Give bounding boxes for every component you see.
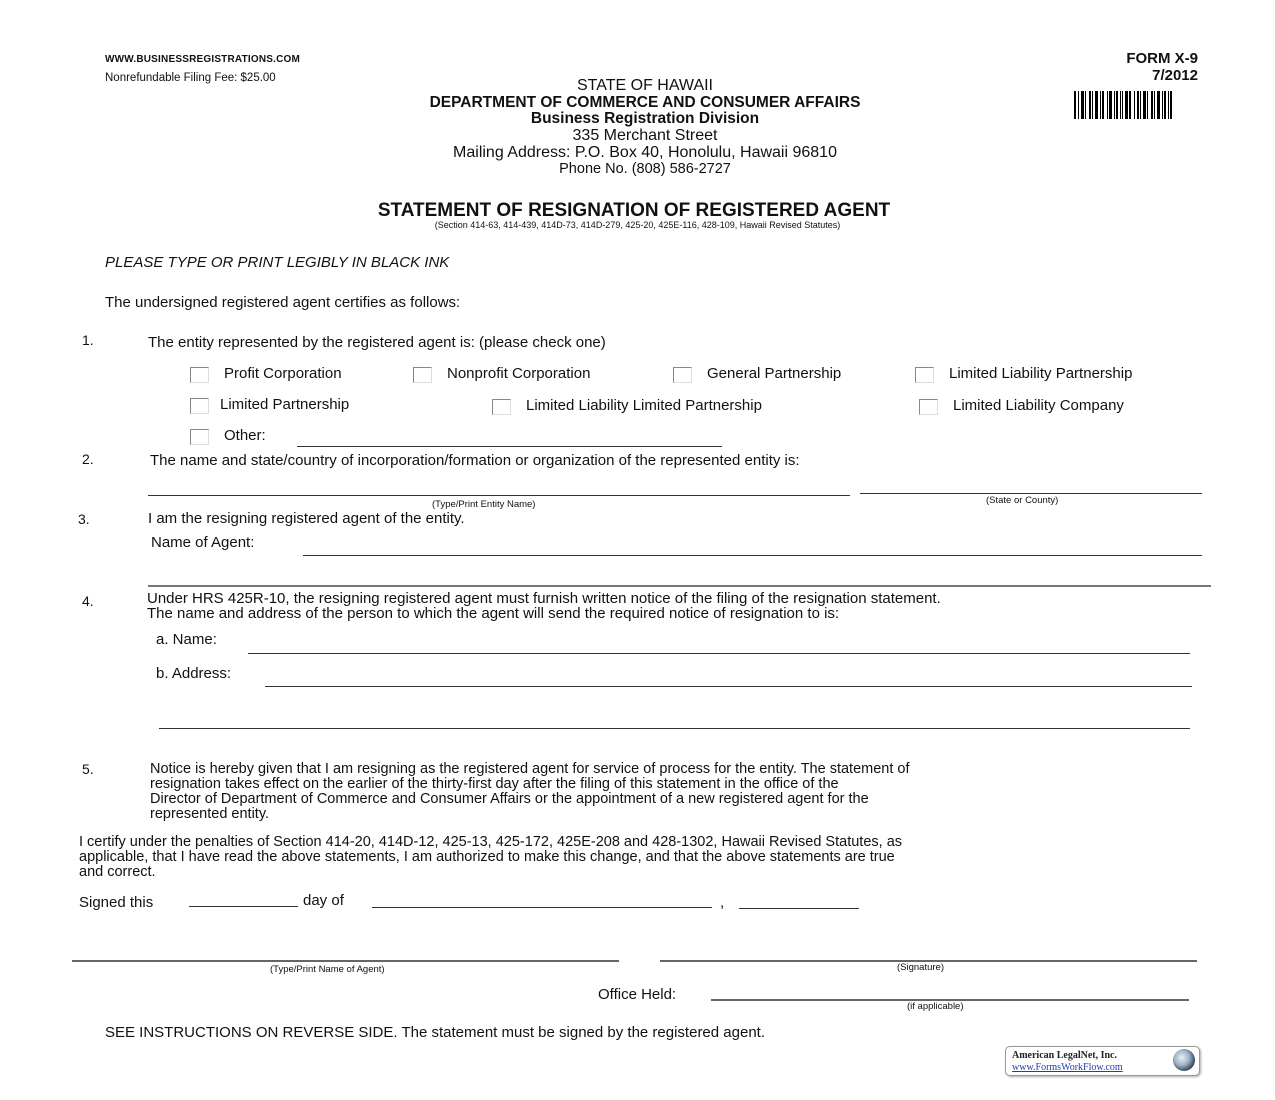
signature-caption: (Signature) — [897, 962, 944, 973]
signed-month-input[interactable] — [372, 907, 712, 908]
state-caption: (State or County) — [986, 495, 1059, 506]
badge-url-link[interactable]: www.FormsWorkFlow.com — [1012, 1062, 1123, 1073]
option-label: General Partnership — [707, 365, 842, 382]
entity-name-caption: (Type/Print Entity Name) — [432, 499, 536, 510]
signed-year-input[interactable] — [739, 908, 859, 909]
checkbox[interactable] — [673, 367, 692, 383]
section-divider — [148, 585, 1211, 587]
checkbox[interactable] — [190, 398, 209, 414]
certifies-intro: The undersigned registered agent certifies as follows: — [105, 294, 461, 311]
notice-address-input[interactable] — [265, 686, 1192, 687]
section-4-number: 4. — [82, 593, 94, 609]
office-held-caption: (if applicable) — [907, 1001, 964, 1012]
globe-logo-icon — [1173, 1049, 1195, 1071]
option-label: Limited Liability Company — [953, 397, 1124, 414]
section-4-line2: The name and address of the person to which the agent will send the required notice of resignation to is: — [147, 605, 840, 622]
section-2-text: The name and state/country of incorporation/formation or organization of the represented entity is: — [150, 452, 800, 469]
option-label: Profit Corporation — [224, 365, 342, 382]
certification-line: applicable, that I have read the above statements, I am authorized to make this change, and that the above statements are true — [79, 849, 895, 865]
filing-fee: Nonrefundable Filing Fee: $25.00 — [105, 72, 276, 84]
section-5-line: resignation takes effect on the earlier of the thirty-first day after the filing of this statement in the office of the — [150, 776, 839, 792]
agent-print-name-caption: (Type/Print Name of Agent) — [270, 964, 385, 975]
checkbox[interactable] — [919, 399, 938, 415]
signed-this-label: Signed this — [79, 894, 154, 911]
section-2-number: 2. — [82, 451, 94, 467]
checkbox[interactable] — [492, 399, 511, 415]
agent-name-label: Name of Agent: — [151, 534, 255, 551]
section-3-text: I am the resigning registered agent of the entity. — [148, 510, 465, 527]
agent-name-input[interactable] — [303, 555, 1202, 556]
agency-division: Business Registration Division — [530, 110, 760, 127]
section-5-line: Director of Department of Commerce and Consumer Affairs or the appointment of a new registered agent for the — [150, 791, 869, 807]
other-entity-input[interactable] — [297, 446, 722, 447]
agency-phone: Phone No. (808) 586-2727 — [559, 161, 731, 177]
form-statutes: (Section 414-63, 414-439, 414D-73, 414D-279, 425-20, 425E-116, 428-109, Hawaii Revised Statutes) — [434, 220, 841, 230]
badge-company-name: American LegalNet, Inc. — [1012, 1050, 1117, 1061]
entity-name-input[interactable] — [148, 495, 850, 496]
form-date: 7/2012 — [1152, 67, 1198, 84]
notice-address-label: b. Address: — [156, 665, 232, 682]
checkbox[interactable] — [190, 429, 209, 445]
option-label: Limited Partnership — [220, 396, 350, 413]
footer-instructions: SEE INSTRUCTIONS ON REVERSE SIDE. The statement must be signed by the registered agent. — [105, 1024, 765, 1041]
option-label: Nonprofit Corporation — [447, 365, 591, 382]
office-held-label: Office Held: — [598, 986, 677, 1003]
checkbox[interactable] — [413, 367, 432, 383]
notice-name-input[interactable] — [248, 653, 1190, 654]
section-5-line: represented entity. — [150, 806, 270, 822]
section-4-line1: Under HRS 425R-10, the resigning registered agent must furnish written notice of the filing of the resignation statement. — [147, 590, 941, 607]
section-5-number: 5. — [82, 761, 94, 777]
american-legalnet-badge[interactable] — [1005, 1046, 1200, 1076]
section-1-text: The entity represented by the registered agent is: (please check one) — [148, 334, 606, 351]
form-number: FORM X-9 — [1126, 50, 1198, 67]
agency-department: DEPARTMENT OF COMMERCE AND CONSUMER AFFAIRS — [429, 94, 861, 111]
checkbox[interactable] — [915, 367, 934, 383]
section-3-number: 3. — [78, 511, 90, 527]
notice-name-label: a. Name: — [156, 631, 217, 648]
agent-print-name-input[interactable] — [72, 960, 619, 962]
option-label: Limited Liability Limited Partnership — [526, 397, 762, 414]
date-comma: , — [720, 894, 725, 911]
notice-address-input-line2[interactable] — [159, 728, 1190, 729]
section-5-line: Notice is hereby given that I am resigning as the registered agent for service of process for the entity. The statement of — [150, 761, 910, 777]
form-title: STATEMENT OF RESIGNATION OF REGISTERED AGENT — [377, 200, 891, 221]
option-label: Other: — [224, 427, 266, 444]
certification-line: and correct. — [79, 864, 156, 880]
state-input[interactable] — [860, 493, 1202, 494]
signed-day-input[interactable] — [189, 906, 298, 907]
certification-line: I certify under the penalties of Section 414-20, 414D-12, 425-13, 425-172, 425E-208 and 428-1302, Hawaii Revised Statutes, as — [79, 834, 903, 850]
ink-instruction: PLEASE TYPE OR PRINT LEGIBLY IN BLACK INK — [105, 254, 450, 271]
agency-street: 335 Merchant Street — [572, 127, 718, 144]
section-1-number: 1. — [82, 332, 94, 348]
agency-mailing-address: Mailing Address: P.O. Box 40, Honolulu, Hawaii 96810 — [453, 144, 837, 161]
option-label: Limited Liability Partnership — [949, 365, 1133, 382]
website-url: WWW.BUSINESSREGISTRATIONS.COM — [105, 54, 301, 65]
checkbox[interactable] — [190, 367, 209, 383]
agency-state: STATE OF HAWAII — [577, 77, 713, 94]
day-of-label: day of — [303, 892, 344, 909]
